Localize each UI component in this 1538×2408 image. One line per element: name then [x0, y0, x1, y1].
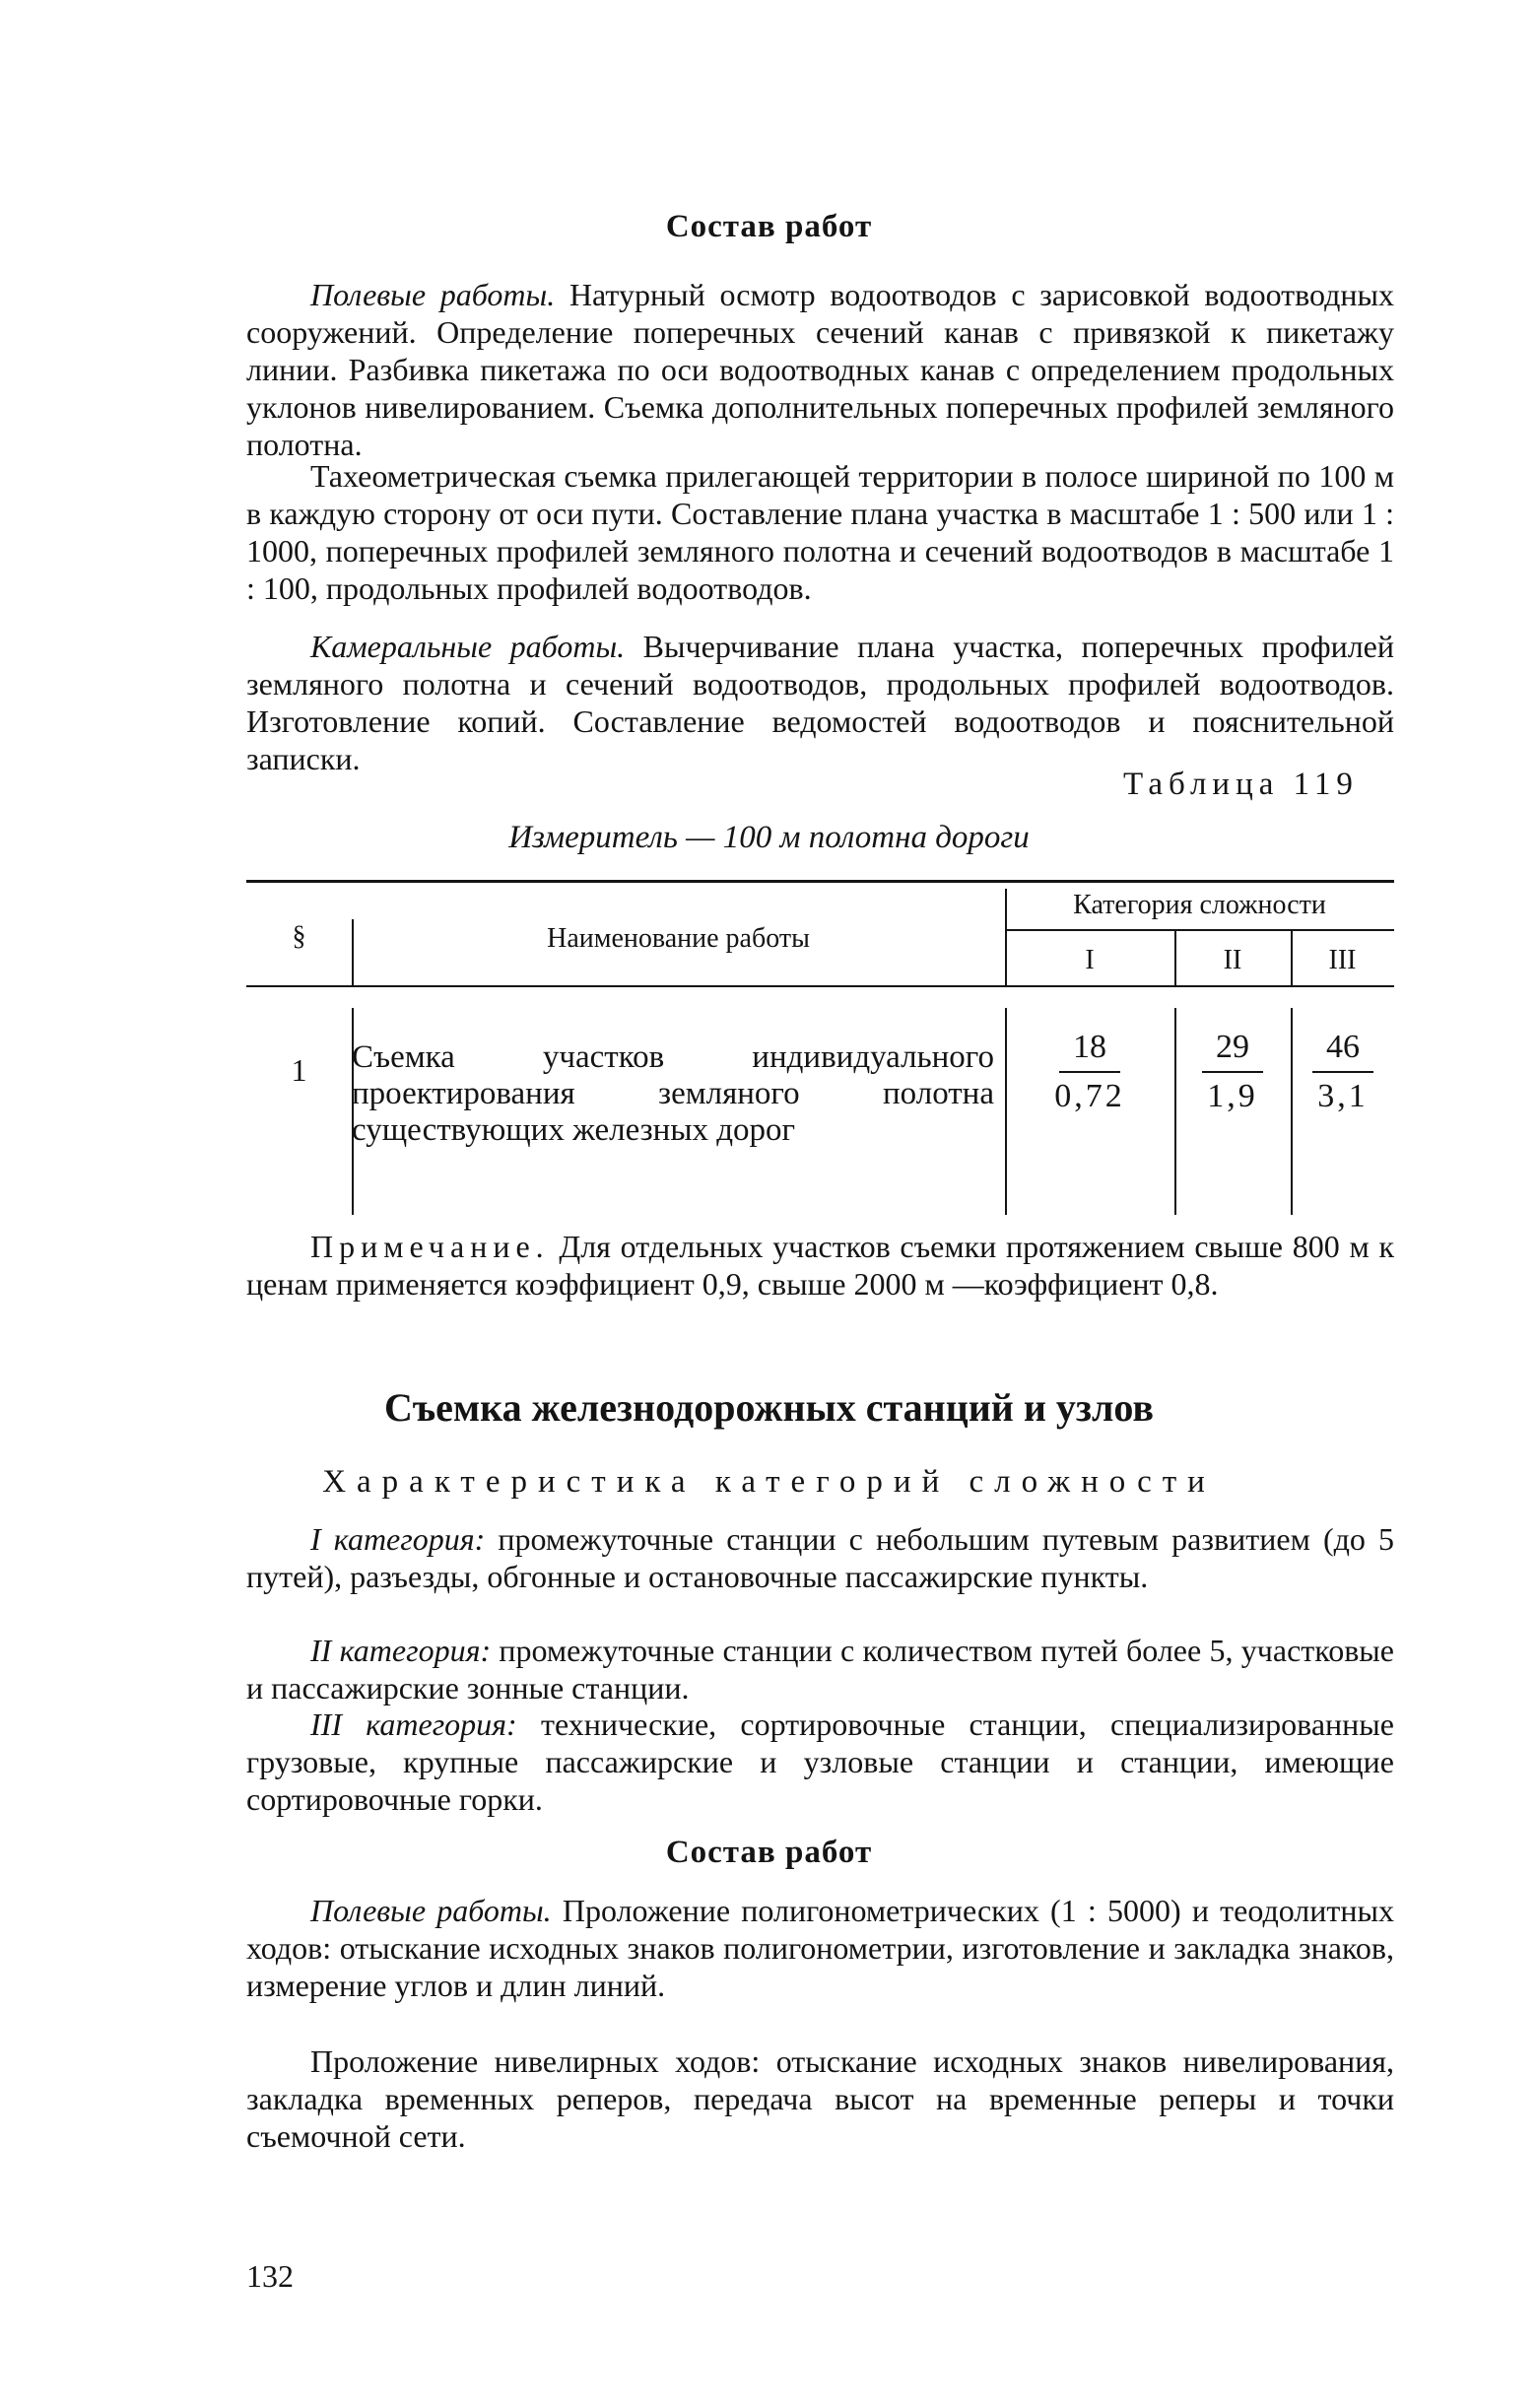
header-category-2: II: [1223, 945, 1242, 975]
category-3-description: [246, 1706, 1394, 1818]
paragraph-levelling: Проложение нивелирных ходов: отыскание исходных знаков нивелирования, закладка временных реперов, передача высот на временные реперы и точки съемочной сети.: [246, 2043, 1394, 2154]
value-numerator: 29: [1216, 1029, 1249, 1065]
header-category-1: I: [1085, 945, 1095, 975]
table-unit: Измеритель — 100 м полотна дороги: [508, 820, 1030, 855]
paragraph-office-works: [246, 628, 1394, 777]
table-top-rule: [246, 880, 1394, 883]
category-1-description: [246, 1520, 1394, 1595]
header-category-3: III: [1328, 945, 1357, 975]
table-note: [246, 1228, 1394, 1303]
section-heading-station-survey: Съемка железнодорожных станций и узлов: [383, 1385, 1155, 1430]
category-lead: II категория:: [310, 1633, 492, 1668]
fraction-bar: [1059, 1071, 1120, 1073]
category-group-rule: [1005, 929, 1394, 931]
value-denominator: 0,72: [1054, 1078, 1125, 1114]
col-divider: [1291, 1008, 1293, 1215]
note-text: Для отдельных участков съемки протяжением свыше 800 м к ценам применяется коэффициент 0,9, свыше 2000 м —коэффициент 0,8.: [246, 1229, 1394, 1302]
value-denominator: 3,1: [1317, 1078, 1369, 1114]
header-work-name: Наименование работы: [547, 923, 810, 954]
category-lead: III категория:: [310, 1706, 517, 1742]
category-lead: I категория:: [310, 1521, 486, 1557]
category-text: промежуточные станции с количеством путей более 5, участковые и пассажирские зонные станции.: [246, 1633, 1394, 1706]
value-numerator: 18: [1073, 1029, 1106, 1065]
value-numerator: 46: [1326, 1029, 1360, 1065]
paragraph-text: Вычерчивание плана участка, поперечных профилей земляного полотна и сечений водоотводов, продольных профилей водоотводов. Изготовление копий. Составление ведомостей водоотводов и пояснительной записки.: [246, 629, 1395, 776]
header-category-group: Категория сложности: [1073, 890, 1326, 920]
col-divider: [1005, 1008, 1007, 1215]
paragraph-lead: Полевые работы.: [310, 1893, 552, 1928]
note-label: Примечание.: [310, 1229, 550, 1264]
value-category-2: [1183, 1028, 1282, 1116]
table-caption: Таблица 119: [1123, 767, 1359, 802]
row-number: 1: [291, 1052, 307, 1088]
value-category-1: [1040, 1028, 1139, 1116]
category-text: промежуточные станции с небольшим путевым развитием (до 5 путей), разъезды, обгонные и остановочные пассажирские пункты.: [246, 1521, 1395, 1594]
value-denominator: 1,9: [1207, 1078, 1258, 1114]
paragraph-text: Проложение полигонометрических (1 : 5000) и теодолитных ходов: отыскание исходных знаков полигонометрии, изготовление и закладка знаков, измерение углов и длин линий.: [246, 1893, 1395, 2003]
paragraph-field-works: [246, 276, 1394, 463]
paragraph-tacheometric-survey: Тахеометрическая съемка прилегающей территории в полосе шириной по 100 м в каждую сторону от оси пути. Составление плана участка в масштабе 1 : 500 или 1 : 1000, поперечных профилей земляного полотна и сечений водоотводов в масштабе 1 : 100, продольных профилей водоотводов.: [246, 458, 1394, 606]
header-section: §: [292, 921, 306, 952]
paragraph-lead: Полевые работы.: [310, 277, 556, 312]
row-work-name: Съемка участков индивидуального проектирования земляного полотна существующих железных дорог: [352, 1039, 994, 1148]
paragraph-field-works-2: [246, 1892, 1394, 2004]
category-text: технические, сортировочные станции, специализированные грузовые, крупные пассажирские и узловые станции и станции, имеющие сортировочные горки.: [246, 1706, 1395, 1817]
price-table: [246, 880, 1394, 1215]
page-number: 132: [246, 2258, 294, 2294]
paragraph-text: Натурный осмотр водоотводов с зарисовкой водоотводных сооружений. Определение поперечных сечений канав с привязкой к пикетажу линии. Разбивка пикетажа по оси водоотводных канав с определением продольных уклонов нивелированием. Съемка дополнительных поперечных профилей земляного полотна.: [246, 277, 1395, 462]
value-category-3: [1294, 1028, 1392, 1116]
paragraph-lead: Камеральные работы.: [310, 629, 626, 664]
fraction-bar: [1202, 1071, 1263, 1073]
subheading-complexity-categories: Характеристика категорий сложности: [322, 1464, 1216, 1500]
section-heading-work-composition: Состав работ: [665, 209, 873, 244]
section-heading-work-composition-2: Состав работ: [665, 1835, 873, 1870]
fraction-bar: [1312, 1071, 1373, 1073]
category-2-description: [246, 1632, 1394, 1706]
header-bottom-rule: [246, 985, 1394, 987]
col-divider: [1174, 1008, 1176, 1215]
